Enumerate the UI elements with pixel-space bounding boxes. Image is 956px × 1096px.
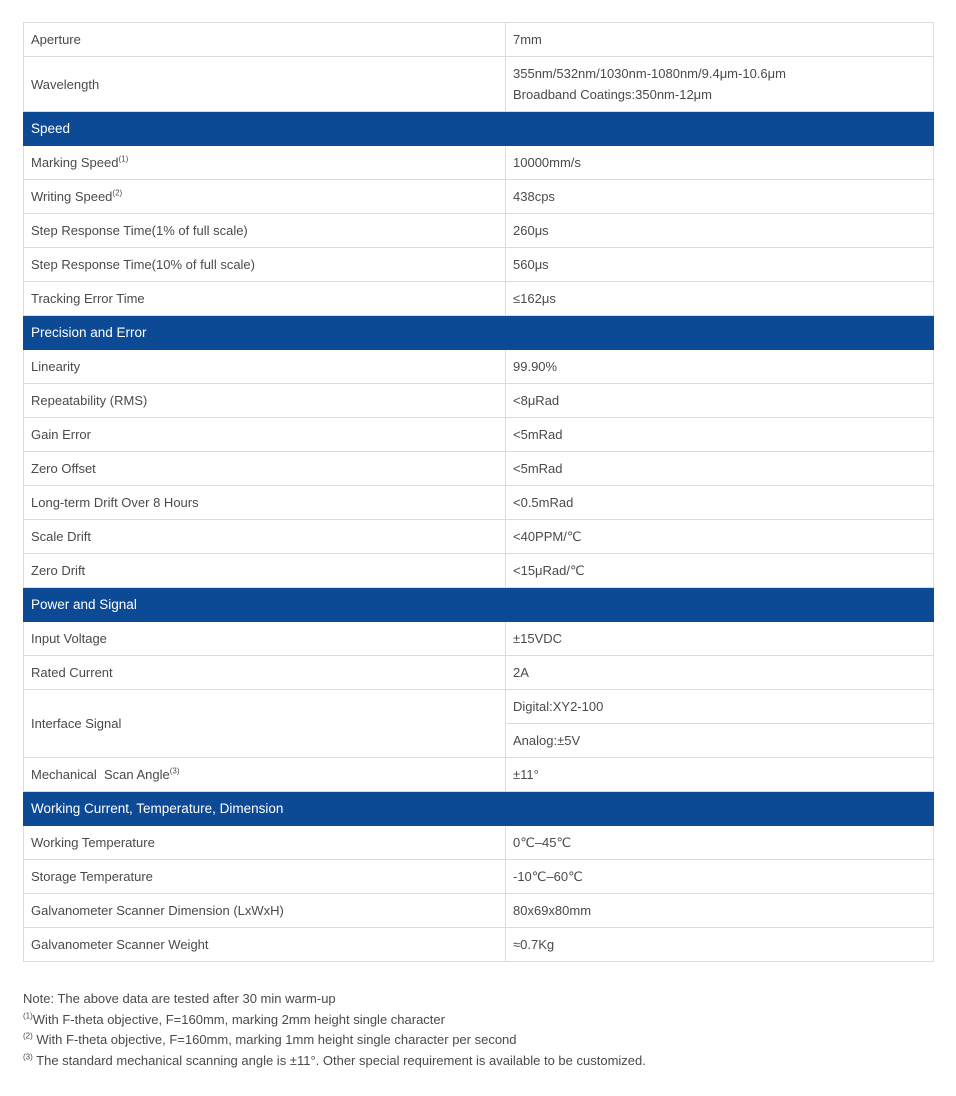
value-working-temperature: 0℃–45℃ [506, 826, 934, 860]
value-wavelength [506, 57, 934, 112]
value-storage-temperature: -10℃–60℃ [506, 860, 934, 894]
row-aperture [24, 23, 934, 57]
note-2: $^{(2)}$ With F-theta objective, F=160mm, marking 1mm height single character per second [23, 1031, 517, 1047]
label-long-term-drift: Long-term Drift Over 8 Hours [24, 486, 506, 520]
row-step-response-1 [24, 214, 934, 248]
footnotes [23, 989, 646, 1071]
label-interface-signal: Interface Signal [24, 690, 506, 758]
wavelength-line-1: 355nm/532nm/1030nm-1080nm/9.4μm-10.6μm [513, 66, 786, 81]
label-step-response-10: Step Response Time(10% of full scale) [24, 248, 506, 282]
footnote-ref-1: (1) [118, 154, 129, 164]
label-rated-current: Rated Current [24, 656, 506, 690]
row-gain-error [24, 418, 934, 452]
value-zero-drift: <15μRad/℃ [506, 554, 934, 588]
section-precision [24, 316, 934, 350]
wavelength-line-2: Broadband Coatings:350nm-12μm [513, 87, 712, 102]
value-linearity: 99.90% [506, 350, 934, 384]
row-repeatability [24, 384, 934, 418]
row-zero-drift [24, 554, 934, 588]
row-working-temperature [24, 826, 934, 860]
row-step-response-10 [24, 248, 934, 282]
label-weight: Galvanometer Scanner Weight [24, 928, 506, 962]
note-warmup: Note: The above data are tested after 30 min warm-up [23, 991, 336, 1006]
row-scan-angle [24, 758, 934, 792]
value-weight: ≈0.7Kg [506, 928, 934, 962]
label-gain-error: Gain Error [24, 418, 506, 452]
value-marking-speed: 10000mm/s [506, 146, 934, 180]
label-linearity: Linearity [24, 350, 506, 384]
label-scale-drift: Scale Drift [24, 520, 506, 554]
label-wavelength: Wavelength [24, 57, 506, 112]
note-3: $^{(3)}$ The standard mechanical scanning angle is ±11°. Other special requirement is available to be customized. [23, 1052, 646, 1068]
note-1-marker: (1) [23, 1011, 33, 1021]
value-interface-analog: Analog:±5V [506, 724, 934, 758]
label-repeatability: Repeatability (RMS) [24, 384, 506, 418]
row-scale-drift [24, 520, 934, 554]
value-scan-angle: ±11° [506, 758, 934, 792]
section-speed [24, 112, 934, 146]
label-working-temperature: Working Temperature [24, 826, 506, 860]
row-input-voltage [24, 622, 934, 656]
value-repeatability: <8μRad [506, 384, 934, 418]
section-power [24, 588, 934, 622]
label-dimension: Galvanometer Scanner Dimension (LxWxH) [24, 894, 506, 928]
row-wavelength [24, 57, 934, 112]
label-step-response-1: Step Response Time(1% of full scale) [24, 214, 506, 248]
row-zero-offset [24, 452, 934, 486]
value-dimension: 80x69x80mm [506, 894, 934, 928]
section-title-precision: Precision and Error [24, 316, 934, 350]
section-working [24, 792, 934, 826]
row-weight [24, 928, 934, 962]
value-step-response-10: 560μs [506, 248, 934, 282]
label-writing-speed: Writing Speed$^{(2)}$ [24, 180, 506, 214]
value-tracking-error: ≤162μs [506, 282, 934, 316]
value-step-response-1: 260μs [506, 214, 934, 248]
value-gain-error: <5mRad [506, 418, 934, 452]
label-storage-temperature: Storage Temperature [24, 860, 506, 894]
footnote-ref-2: (2) [112, 188, 123, 198]
label-tracking-error: Tracking Error Time [24, 282, 506, 316]
note-1: $^{(1)}$With F-theta objective, F=160mm, marking 2mm height single character [23, 1011, 445, 1027]
value-rated-current: 2A [506, 656, 934, 690]
spec-table [23, 22, 934, 962]
label-input-voltage: Input Voltage [24, 622, 506, 656]
value-long-term-drift: <0.5mRad [506, 486, 934, 520]
row-long-term-drift [24, 486, 934, 520]
row-tracking-error [24, 282, 934, 316]
footnote-ref-3: (3) [169, 766, 180, 776]
label-aperture: Aperture [24, 23, 506, 57]
row-storage-temperature [24, 860, 934, 894]
row-dimension [24, 894, 934, 928]
value-interface-digital: Digital:XY2-100 [506, 690, 934, 724]
section-title-working: Working Current, Temperature, Dimension [24, 792, 934, 826]
section-title-power: Power and Signal [24, 588, 934, 622]
section-title-speed: Speed [24, 112, 934, 146]
row-marking-speed [24, 146, 934, 180]
value-writing-speed: 438cps [506, 180, 934, 214]
value-zero-offset: <5mRad [506, 452, 934, 486]
value-scale-drift: <40PPM/℃ [506, 520, 934, 554]
note-2-marker: (2) [23, 1031, 33, 1041]
label-marking-speed: Marking Speed$^{(1)}$ [24, 146, 506, 180]
value-aperture: 7mm [506, 23, 934, 57]
note-3-marker: (3) [23, 1052, 33, 1062]
value-input-voltage: ±15VDC [506, 622, 934, 656]
row-linearity [24, 350, 934, 384]
row-interface-digital [24, 690, 934, 724]
row-writing-speed [24, 180, 934, 214]
row-rated-current [24, 656, 934, 690]
label-scan-angle: Mechanical Scan Angle$^{(3)}$ [24, 758, 506, 792]
label-zero-offset: Zero Offset [24, 452, 506, 486]
label-zero-drift: Zero Drift [24, 554, 506, 588]
